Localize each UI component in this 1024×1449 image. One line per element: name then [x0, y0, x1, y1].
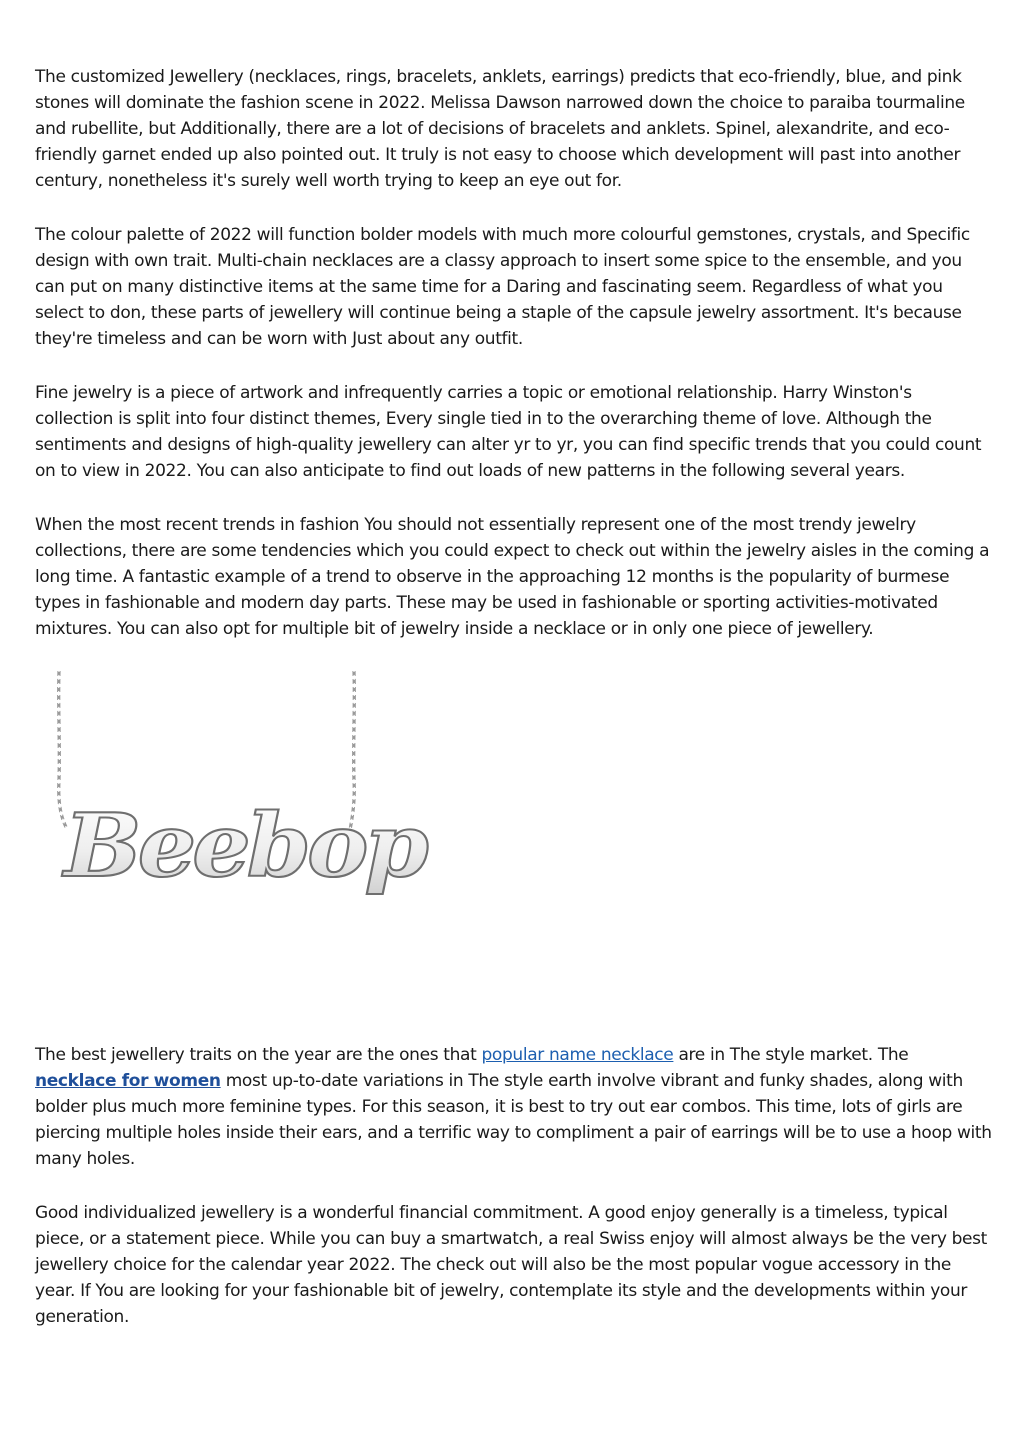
- paragraph-3: Fine jewelry is a piece of artwork and infrequently carries a topic or emotional relationship. Harry Winston's collection is split into four distinct themes, Every single tied in to the overarching theme of love. Although the sentiments and designs of high-quality jewellery can alter yr to yr, you can find specific trends that you could count on to view in 2022. You can also anticipate to find out loads of new patterns in the following several years.: [35, 383, 982, 481]
- paragraph-5-text-c: most up-to-date variations in The style earth involve vibrant and funky shades, along with bolder plus much more feminine types. For this season, it is best to try out ear combos. This time, lots of girls are piercing multiple holes inside their ears, and a terrific way to compliment a pair of earrings will be to use a hoop with many holes.: [35, 1071, 992, 1169]
- paragraph-5: [35, 1042, 993, 1172]
- necklace-for-women-link[interactable]: necklace for women: [35, 1071, 221, 1091]
- paragraph-2: The colour palette of 2022 will function bolder models with much more colourful gemstones, crystals, and Specific design with own trait. Multi-chain necklaces are a classy approach to insert some spice to the ensemble, and you can put on many distinctive items at the same time for a Daring and fascinating seem. Regardless of what you select to don, these parts of jewellery will continue being a staple of the capsule jewelry assortment. It's because they're timeless and can be worn with Just about any outfit.: [35, 225, 970, 349]
- paragraph-1: The customized Jewellery (necklaces, rings, bracelets, anklets, earrings) predicts that eco-friendly, blue, and pink stones will dominate the fashion scene in 2022. Melissa Dawson narrowed down the choice to paraiba tourmaline and rubellite, but Additionally, there are a lot of decisions of bracelets and anklets. Spinel, alexandrite, and eco-friendly garnet ended up also pointed out. It truly is not easy to choose which development will past into another century, nonetheless it's surely well worth trying to keep an eye out for.: [35, 67, 965, 191]
- popular-name-necklace-link[interactable]: popular name necklace: [481, 1045, 674, 1065]
- name-necklace-image: [50, 665, 425, 927]
- paragraph-5-text-a: The best jewellery traits on the year are the ones that: [35, 1045, 482, 1065]
- paragraph-6: Good individualized jewellery is a wonderful financial commitment. A good enjoy generally is a timeless, typical piece, or a statement piece. While you can buy a smartwatch, a real Swiss enjoy will almost always be the very best jewellery choice for the calendar year 2022. The check out will also be the most popular vogue accessory in the year. If You are looking for your fashionable bit of jewelry, contemplate its style and the developments within your generation.: [35, 1203, 987, 1327]
- paragraph-4: When the most recent trends in fashion You should not essentially represent one of the most trendy jewelry collections, there are some tendencies which you could expect to check out within the jewelry aisles in the coming a long time. A fantastic example of a trend to observe in the approaching 12 months is the popularity of burmese types in fashionable and modern day parts. These may be used in fashionable or sporting activities-motivated mixtures. You can also opt for multiple bit of jewelry inside a necklace or in only one piece of jewellery.: [35, 515, 990, 639]
- pendant-nameplate: Beebop: [64, 795, 425, 898]
- paragraph-5-text-b: are in The style market. The: [673, 1045, 909, 1065]
